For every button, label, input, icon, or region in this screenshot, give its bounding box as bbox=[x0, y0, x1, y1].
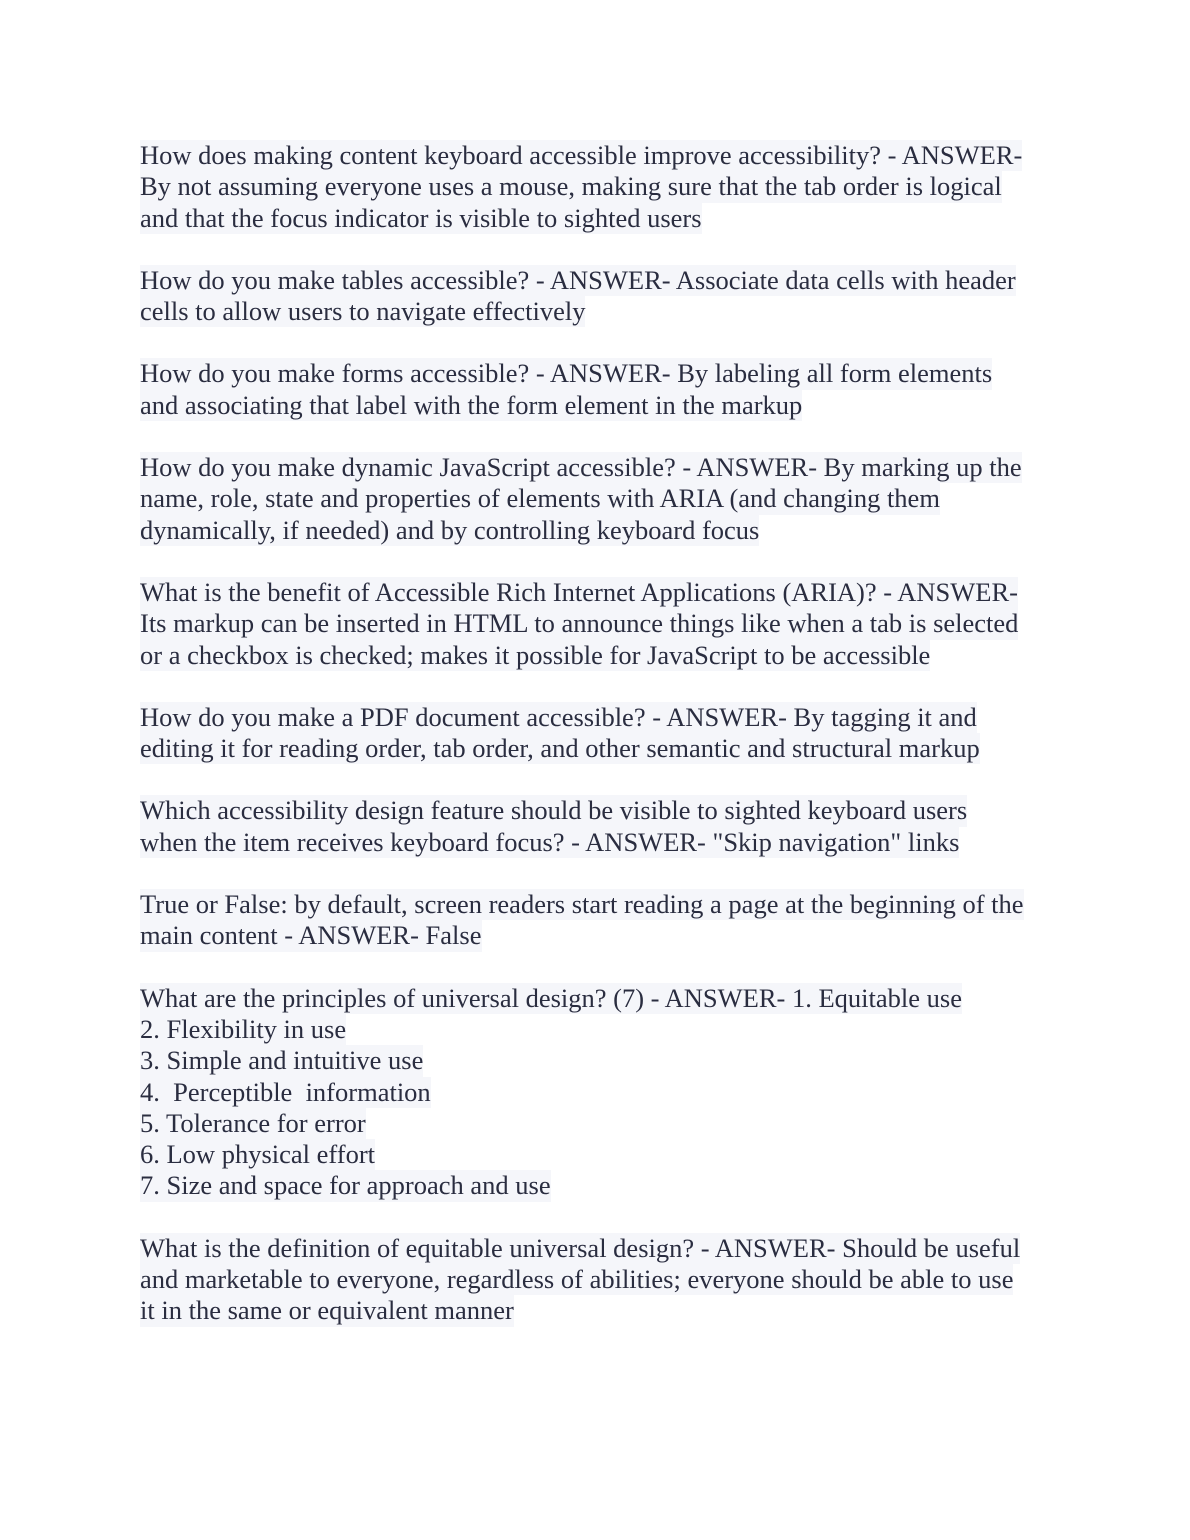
text-line: when the item receives keyboard focus? - ANSWER- "Skip navigation" links bbox=[140, 826, 960, 857]
text-line: name, role, state and properties of elements with ARIA (and changing them bbox=[140, 483, 940, 514]
qa-item-skip-navigation bbox=[140, 795, 1055, 858]
qa-item-dynamic-javascript bbox=[140, 452, 1055, 546]
text-line: or a checkbox is checked; makes it possible for JavaScript to be accessible bbox=[140, 639, 931, 670]
list-item: 2. Flexibility in use bbox=[140, 1013, 347, 1044]
text-line: it in the same or equivalent manner bbox=[140, 1295, 514, 1326]
text-line: What is the definition of equitable universal design? - ANSWER- Should be useful bbox=[140, 1232, 1021, 1263]
qa-item-tables bbox=[140, 265, 1055, 328]
text-line: What is the benefit of Accessible Rich Internet Applications (ARIA)? - ANSWER- bbox=[140, 576, 1018, 607]
text-line: dynamically, if needed) and by controlling keyboard focus bbox=[140, 514, 760, 545]
text-line: By not assuming everyone uses a mouse, making sure that the tab order is logical bbox=[140, 171, 1002, 202]
text-line: True or False: by default, screen readers start reading a page at the beginning of the bbox=[140, 889, 1024, 920]
list-item: 4. Perceptible information bbox=[140, 1076, 431, 1107]
qa-item-aria-benefit bbox=[140, 577, 1055, 671]
text-line: Which accessibility design feature should be visible to sighted keyboard users bbox=[140, 795, 968, 826]
list-item: 3. Simple and intuitive use bbox=[140, 1045, 424, 1076]
text-line: How do you make dynamic JavaScript accessible? - ANSWER- By marking up the bbox=[140, 452, 1022, 483]
list-item: 5. Tolerance for error bbox=[140, 1107, 366, 1138]
text-line: Its markup can be inserted in HTML to announce things like when a tab is selected bbox=[140, 608, 1019, 639]
text-line: How does making content keyboard accessible improve accessibility? - ANSWER- bbox=[140, 140, 1023, 170]
qa-item-equitable-definition bbox=[140, 1233, 1055, 1327]
text-line: How do you make a PDF document accessible? - ANSWER- By tagging it and bbox=[140, 701, 977, 732]
text-line: editing it for reading order, tab order, and other semantic and structural markup bbox=[140, 733, 980, 764]
text-line: and associating that label with the form element in the markup bbox=[140, 389, 803, 420]
text-line: What are the principles of universal design? (7) - ANSWER- 1. Equitable use bbox=[140, 982, 962, 1013]
list-item: 7. Size and space for approach and use bbox=[140, 1170, 551, 1201]
qa-item-pdf bbox=[140, 702, 1055, 765]
text-line: How do you make forms accessible? - ANSWER- By labeling all form elements bbox=[140, 358, 993, 389]
text-line: How do you make tables accessible? - ANSWER- Associate data cells with header bbox=[140, 264, 1016, 295]
list-item: 6. Low physical effort bbox=[140, 1139, 376, 1170]
text-line: main content - ANSWER- False bbox=[140, 920, 482, 951]
qa-item-forms bbox=[140, 358, 1055, 421]
qa-item-universal-design-principles bbox=[140, 983, 1055, 1202]
qa-item-screen-readers bbox=[140, 889, 1055, 952]
text-line: and marketable to everyone, regardless of abilities; everyone should be able to use bbox=[140, 1264, 1014, 1295]
text-line: and that the focus indicator is visible to sighted users bbox=[140, 202, 702, 233]
text-line: cells to allow users to navigate effectively bbox=[140, 296, 586, 327]
document-page bbox=[140, 140, 1055, 1358]
qa-item-keyboard-accessible bbox=[140, 140, 1055, 234]
